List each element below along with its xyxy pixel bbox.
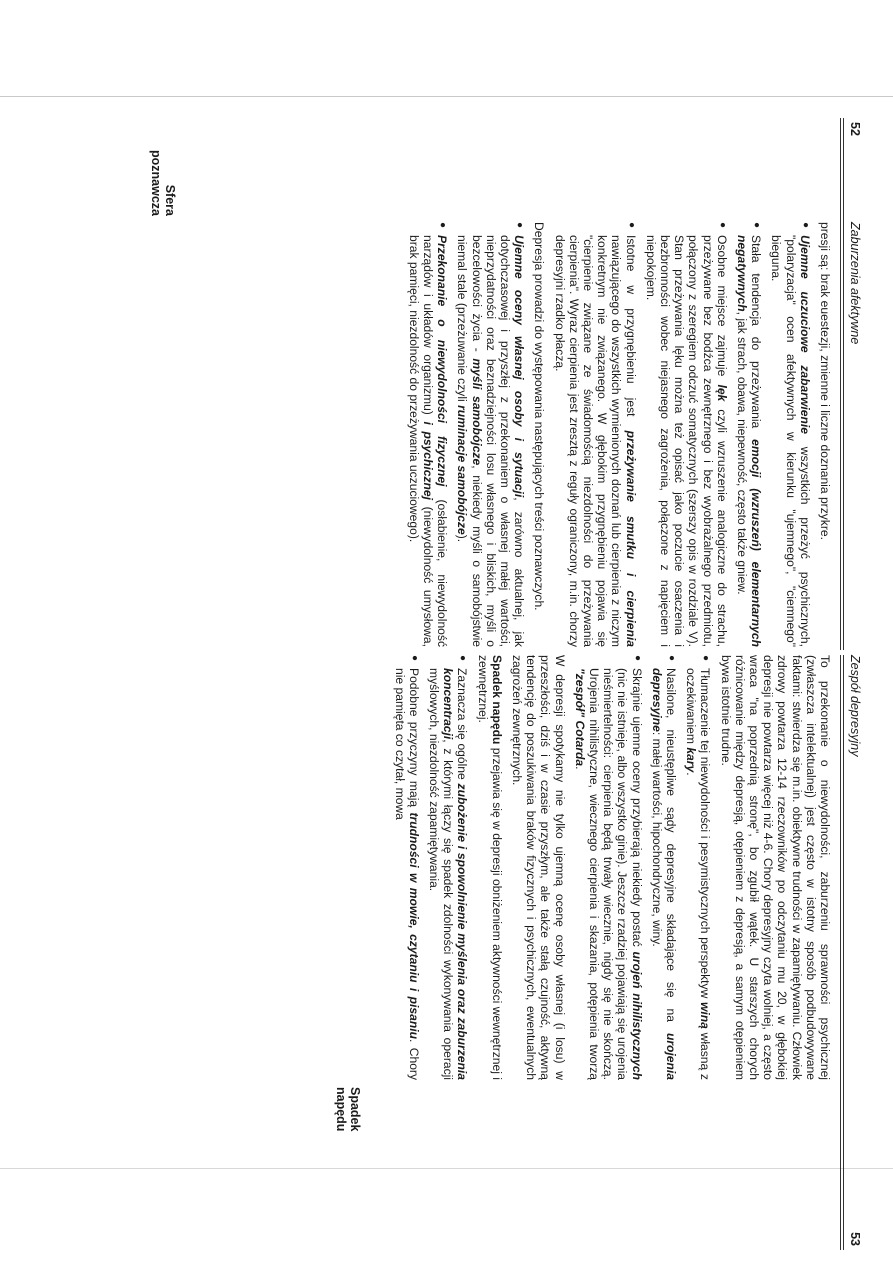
margin-label — [334, 1087, 362, 1167]
bold-term: "zespół" Cotarda — [572, 668, 587, 767]
text: . Chory nie pamięta co czytał, mowa — [392, 668, 421, 1080]
running-title: Zaburzenia afektywne — [848, 222, 862, 345]
paragraph: To przekonanie o niewydolności, zaburzeniu sprawności psychicznej (zwłaszcza intelektualnej) jest często w istotny sposób podbudowywane faktami: stwierdza się m.in. obiektywne trudności w zapamiętywaniu. Człowiek zdrowy powtarza 12-14 rzeczowników po odczytaniu mu 20, w głębokiej depresji nie powtarza więcej niż 4-6. Chory depresyjny czyta wolniej, a często wraca "na poprzednią stronę", bo zgubił wątek. U starszych chorych różnicowanie między depresją, otępieniem z depresją, a samym otępieniem bywa istotnie trudne. — [718, 655, 832, 1080]
book-page-52 — [16, 118, 866, 650]
text: własną z oczekiwaniem — [684, 668, 713, 1080]
bullet-list — [407, 222, 527, 647]
page-body — [16, 118, 832, 650]
text: , niekiedy myśli o samobójstwie niemal stale (przeżuwanie czyli — [455, 235, 484, 647]
page-number: 53 — [848, 1232, 862, 1246]
margin-label-line: Sfera — [163, 184, 177, 216]
text: Istotne w przygnębieniu jest — [623, 235, 638, 431]
header-rule — [840, 655, 844, 1250]
paragraph — [475, 655, 503, 1080]
bold-term: emocji (wzruszeń) elementarnych negatywnych — [734, 235, 764, 647]
page-body — [16, 655, 832, 1250]
bold-term: i psychicznej — [420, 421, 435, 501]
bold-term: winą — [698, 1002, 713, 1029]
page-header — [840, 118, 866, 650]
list-item — [455, 235, 526, 647]
bullet-list — [552, 222, 811, 647]
running-title: Zespół depresyjny — [848, 655, 862, 757]
margin-label-line: napędu — [334, 1087, 348, 1132]
text: , z którymi łączy się spadek zdolności wykonywania operacji myślowych, niezdolność zapamiętywania. — [426, 668, 456, 1080]
bold-term: kary — [684, 747, 699, 773]
text: . — [684, 772, 699, 776]
bold-term: urojenia depresyjne — [649, 668, 678, 1080]
text: nawiązującego do wszystkich wymienionych doznań lub cierpienia z niczym konkretnym nie związanego. W głębokim przygnębieniu pojawia się "cierpienie związane ze świadomością niezdolności do przeżywania cierpienia". Wyraz cierpienia jest zresztą z reguły ograniczony, m.in. chorzy depresyjni rzadko płaczą. — [552, 235, 624, 647]
text: Osobne miejsce zajmuje — [714, 235, 729, 385]
page-number: 52 — [848, 122, 862, 136]
text: wszystkich przeżyć psychicznych, "polaryzacja" ocen afektywnych w kierunku "ujemnego", "ciemnego" bieguna. — [769, 235, 812, 647]
list-item — [427, 668, 470, 1080]
text: , zarówno aktualnej, jak dotychczasowej i przyszłej z przekonaniem o własnej małej wartości, nieprzydatności oraz beznadziejności losu własnego i bliskich, myśli o bezcelowości życia - — [469, 235, 527, 647]
paragraph: presji są: brak euestezji, zmienne i liczne doznania przykre. — [818, 222, 832, 540]
text: (nic nie istnieje, albo wszystko ginie). Jeszcze rzadziej pojawiają się urojenia nieśmiertelności: cierpienia będą trwały wiecznie, nigdy się nie skończą. Urojenia nihilistyczne, wiecznego cierpienia i skazania, potępienia tworzą — [586, 668, 630, 1080]
margin-label-line: poznawcza — [149, 150, 163, 216]
bold-term: myśli samobójcze — [469, 358, 484, 466]
bold-term: ruminacje samobójcze — [455, 405, 470, 535]
list-item — [392, 668, 420, 1080]
book-page-53 — [16, 655, 866, 1250]
list-item — [573, 668, 644, 1080]
margin-label — [149, 118, 177, 216]
page-header — [840, 655, 866, 1250]
list-item — [407, 235, 450, 647]
list-item — [552, 235, 637, 647]
text-column — [386, 655, 832, 1080]
list-item — [735, 235, 763, 647]
text: (osłabienie, niewydolność narządów i układów organizmu) — [420, 235, 450, 647]
text: Nasilone, nieustępliwe sądy depresyjne składające się na — [663, 668, 678, 1033]
text: . — [572, 766, 587, 770]
text: Skrajnie ujemne oceny przybierają niekiedy postać — [629, 668, 644, 952]
text: Podobne przyczyny mają — [406, 668, 421, 813]
text: , jak strach, obawa, niepewność, często także gniew. — [734, 311, 749, 595]
bold-term: trudności w mowie, czytaniu i pisaniu — [406, 812, 421, 1039]
text: Zaznacza się ogólne — [455, 668, 470, 784]
text: przejawia się w depresji obniżeniem aktywności wewnętrznej i zewnętrznej. — [475, 655, 504, 1080]
text: czyli wzruszenie analogiczne do strachu, przeżywane bez bodźca zewnętrznego i bez wyobrażalnego przedmiotu, połączony z szeregiem odczuć somatycznych (szerszy opis w rozdziale V). Stan przeżywania lęku można też opisać jako poczucie osaczenia i bezbronności wobec niejasnego zagrożenia, połączone z napięciem i niepokojem. — [643, 235, 729, 647]
bold-term: Przekonanie o niewydolności fizycznej — [435, 235, 450, 487]
paragraph: W depresji spotykamy nie tylko ujemną ocenę osoby własnej (i losu) w przeszłości, dziś i w czasie przyszłym, ale także stałą czujność, aktywną tendencję do poszukiwania braków fizycznych i psychicznych, ewentualnych zagrożeń zewnętrznych. — [509, 655, 567, 1080]
bold-term: przeżywanie smutku i cierpienia — [623, 430, 638, 647]
bold-term: Spadek napędu — [489, 655, 504, 745]
text: ). — [455, 534, 470, 543]
bold-term: zubożenie i spowolnienie myślenia oraz zaburzenia koncentracji — [441, 668, 470, 1080]
text: Tłumaczenie tej niewydolności i pesymistycznych perspektyw — [698, 668, 713, 1003]
scan-edge-top — [0, 96, 893, 97]
text-column — [401, 222, 832, 647]
list-item — [650, 668, 678, 1080]
list-item — [644, 235, 729, 647]
bold-term: Ujemne uczuciowe zabarwienie — [797, 235, 812, 434]
bold-term: lęk — [714, 384, 729, 402]
header-rule — [840, 118, 844, 650]
paragraph: Depresja prowadzi do występowania następujących treści poznawczych. — [532, 222, 547, 611]
bullet-list — [573, 655, 713, 1080]
bullet-list — [392, 655, 469, 1080]
text: (niewydolność umysłowa, brak pamięci, niezdolność do przeżywania uczuciowego). — [406, 235, 435, 648]
text: : małej wartości, hipochondryczne, winy. — [649, 731, 664, 947]
bold-term: urojeń nihilistycznych — [629, 951, 644, 1080]
margin-label-line: Spadek — [348, 1087, 362, 1132]
bold-term: Ujemne oceny własnej osoby i sytuacji — [512, 235, 527, 498]
list-item — [769, 235, 812, 647]
text: Stała tendencja do przeżywania — [749, 235, 764, 440]
list-item — [684, 668, 712, 1080]
